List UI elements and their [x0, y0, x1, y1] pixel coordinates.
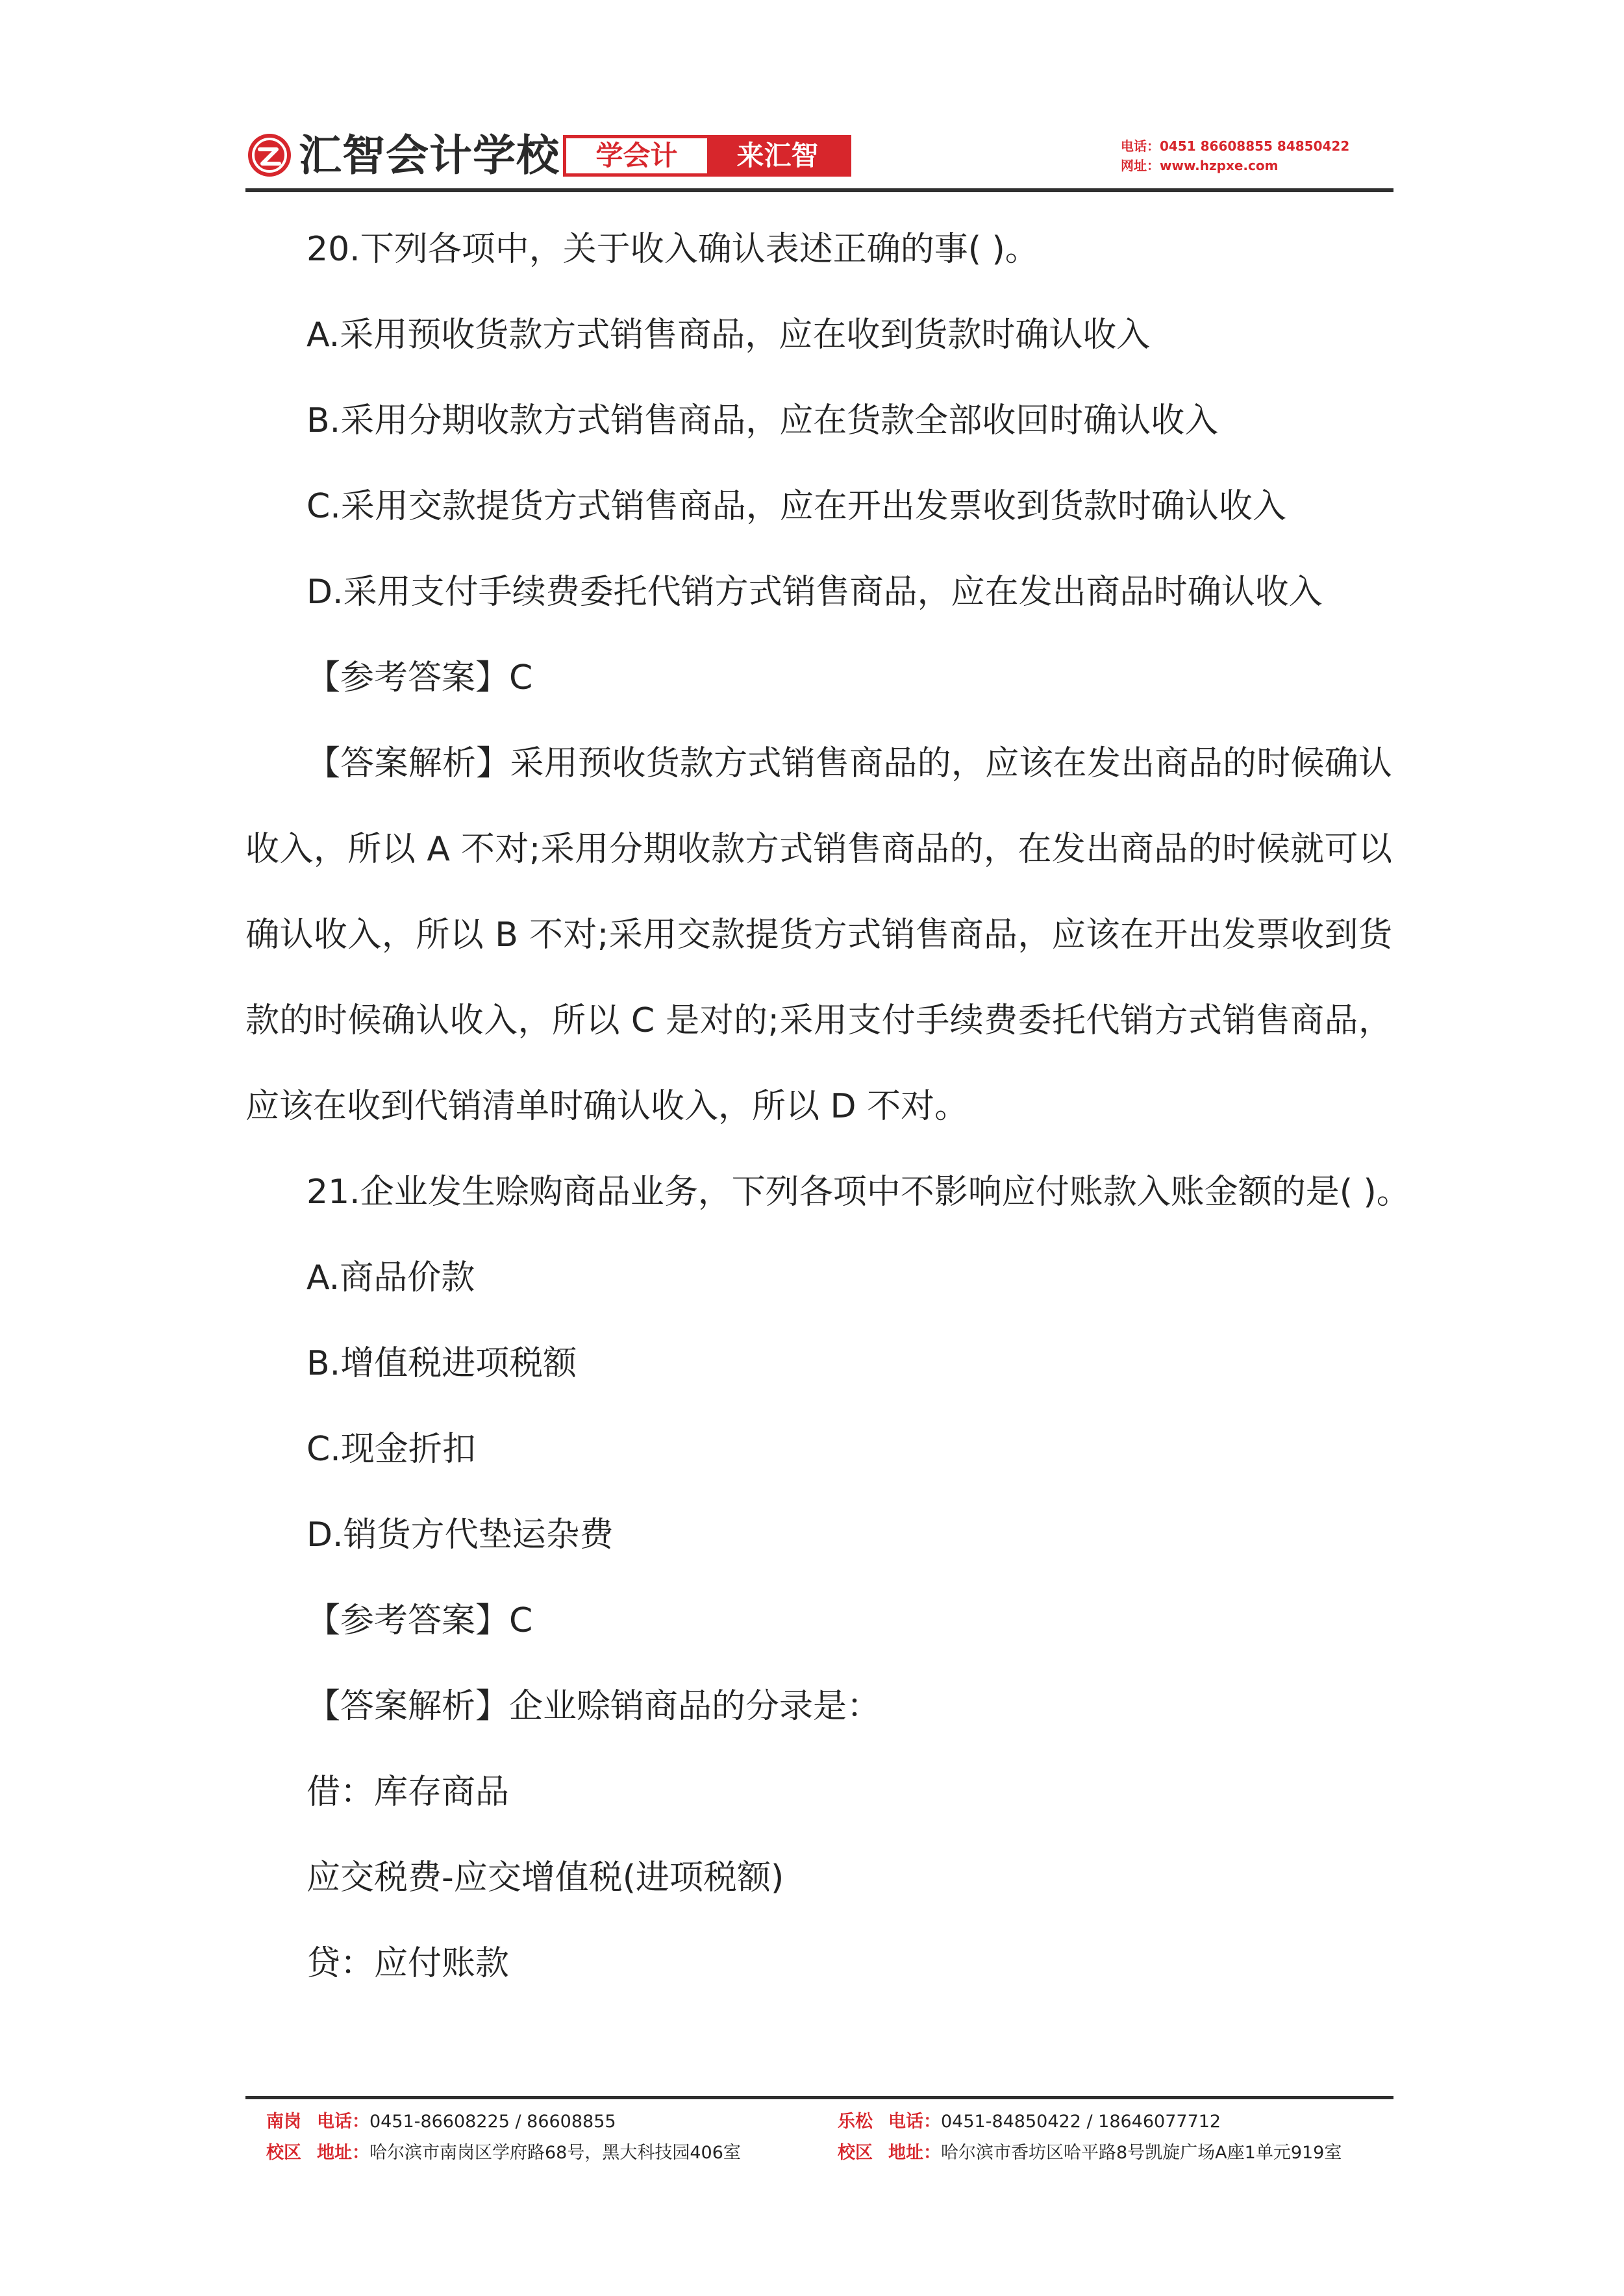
question-20-stem: 20.下列各项中，关于收入确认表述正确的事( )。: [306, 230, 1039, 269]
campus-lesong-phone-label: 电话：: [888, 2112, 941, 2132]
question-20-option-c: C.采用交款提货方式销售商品，应在开出发票收到货款时确认收入: [306, 487, 1286, 526]
question-21-stem: 21.企业发生赊购商品业务，下列各项中不影响应付账款入账金额的是( )。: [306, 1173, 1410, 1212]
campus-nangang: [266, 2106, 741, 2169]
slogan-left: 学会计: [566, 138, 707, 173]
header-divider: [245, 188, 1393, 192]
question-21-option-c: C.现金折扣: [306, 1430, 476, 1469]
question-21-answer: 【参考答案】C: [306, 1601, 533, 1640]
campus-lesong-address-row: [838, 2138, 1342, 2169]
header-website: 网址：www.hzpxe.com: [1121, 158, 1279, 173]
journal-entry-debit: 借：库存商品: [306, 1773, 510, 1812]
school-logo-icon: [247, 132, 292, 178]
question-20-answer: 【参考答案】C: [306, 658, 533, 697]
campus-nangang-tag-suffix: 校区: [266, 2143, 301, 2163]
campus-nangang-address: 哈尔滨市南岗区学府路68号，黑大科技园406室: [369, 2143, 741, 2163]
journal-entry-tax: 应交税费-应交增值税(进项税额): [306, 1858, 784, 1897]
slogan-box: [563, 135, 851, 177]
campus-lesong-tag-suffix: 校区: [838, 2143, 873, 2163]
campus-lesong: [838, 2106, 1342, 2169]
campus-lesong-address-label: 地址：: [888, 2143, 941, 2163]
document-body: [245, 206, 1410, 2006]
question-20-option-d: D.采用支付手续费委托代销方式销售商品，应在发出商品时确认收入: [306, 573, 1323, 612]
campus-lesong-phone: 0451-84850422 / 18646077712: [941, 2112, 1221, 2132]
header-phone: 电话：0451 86608855 84850422: [1121, 138, 1350, 154]
campus-lesong-tag: 乐松: [838, 2112, 873, 2132]
campus-nangang-phone-row: [266, 2106, 741, 2138]
footer-divider: [245, 2096, 1393, 2099]
campus-nangang-address-label: 地址：: [317, 2143, 369, 2163]
campus-nangang-phone: 0451-86608225 / 86608855: [369, 2112, 616, 2132]
question-21-option-a: A.商品价款: [306, 1258, 475, 1297]
campus-nangang-tag: 南岗: [266, 2112, 301, 2132]
page-footer: [266, 2106, 1383, 2169]
question-21-option-d: D.销货方代垫运杂费: [306, 1516, 614, 1554]
campus-lesong-phone-row: [838, 2106, 1342, 2138]
journal-entry-credit: 贷：应付账款: [306, 1944, 510, 1983]
school-name: 汇智会计学校: [299, 131, 560, 181]
question-20-option-a: A.采用预收货款方式销售商品，应在收到货款时确认收入: [306, 316, 1151, 355]
page-header: [245, 127, 1393, 190]
question-21-option-b: B.增值税进项税额: [306, 1344, 577, 1383]
question-20-option-b: B.采用分期收款方式销售商品，应在货款全部收回时确认收入: [306, 401, 1219, 440]
campus-lesong-address: 哈尔滨市香坊区哈平路8号凯旋广场A座1单元919室: [941, 2143, 1342, 2163]
campus-nangang-phone-label: 电话：: [317, 2112, 369, 2132]
slogan-right: 来汇智: [707, 138, 848, 173]
question-20-analysis: 【答案解析】采用预收货款方式销售商品的，应该在发出商品的时候确认收入，所以 A 不对;采用分期收款方式销售商品的，在发出商品的时候就可以确认收入，所以 B 不对;采用交款提货方式销售商品，应该在开出发票收到货款的时候确认收入，所以 C 是对的;采用支付手续费委托代销方式销售商品，应该在收到代销清单时确认收入，所以 D 不对。: [245, 744, 1392, 1126]
question-21-analysis: 【答案解析】企业赊销商品的分录是：: [306, 1687, 881, 1726]
campus-nangang-address-row: [266, 2138, 741, 2169]
header-contact: [1121, 136, 1393, 175]
